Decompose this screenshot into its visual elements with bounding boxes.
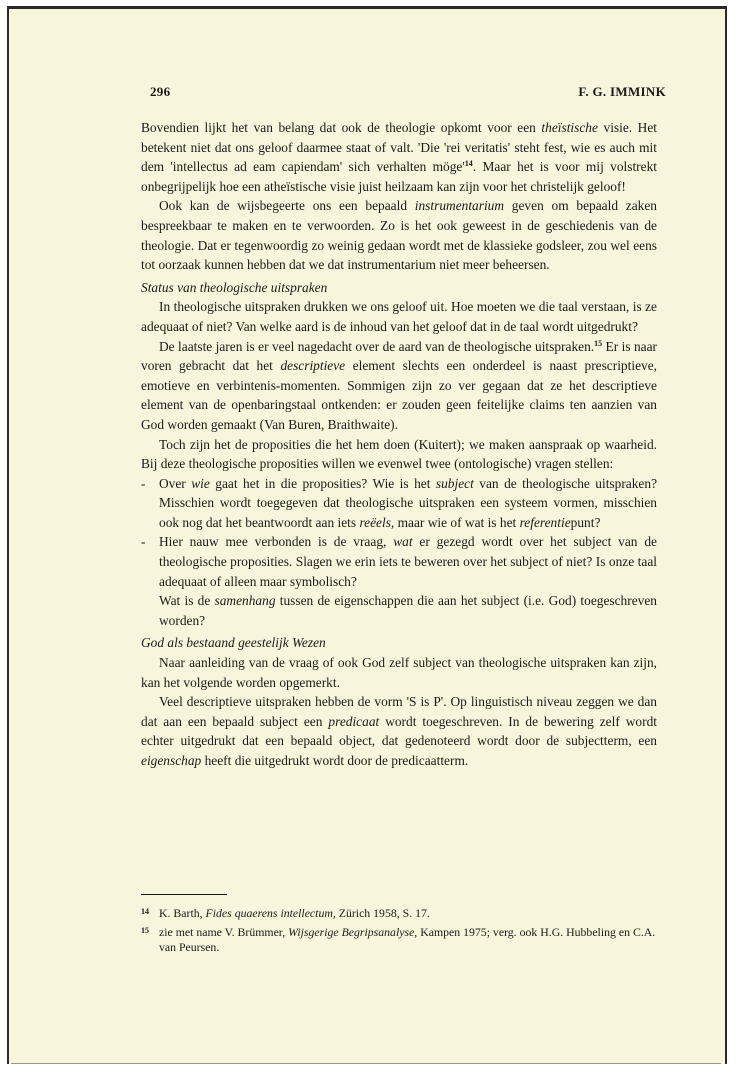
section-heading-god: God als bestaand geestelijk Wezen: [141, 635, 326, 651]
footnote-ref-15[interactable]: 15: [594, 338, 603, 348]
footnote-divider: [141, 894, 227, 895]
list-item-wat: - Hier nauw mee verbonden is de vraag, wat er gezegd wordt over het subject van de theologische proposities. Slagen we erin iets te beweren over het subject of niet? Is onze taal adequaat of alleen maar symbolisch?: [141, 534, 657, 589]
paragraph-2: Ook kan de wijsbegeerte ons een bepaald instrumentarium geven om bepaald zaken bespreekbaar te maken en te verwoorden. Zo is het ook geweest in de geschiedenis van de theologie. Dat er tegenwoordig zo weinig gedaan wordt met de klassieke godsleer, zou wel eens tot oorzaak kunnen hebben dat we dat instrumentarium niet meer beheersen.: [141, 198, 657, 273]
list-item-wat-continued: Wat is de samenhang tussen de eigenschappen die aan het subject (i.e. God) toegeschreven worden?: [159, 593, 657, 628]
footnote-number: 14: [141, 907, 149, 916]
footnote-ref-14[interactable]: 14: [464, 159, 473, 169]
list-item-wie: - Over wie gaat het in die proposities? Wie is het subject van de theologische uitspraken? Misschien wordt toegegeven dat theologische uitspraken een systeem vormen, misschien ook nog dat het beantwoordt aan iets reëels, maar wie of wat is het referentiepunt?: [141, 475, 658, 530]
main-text: [141, 118, 657, 771]
footnote-14: 14 K. Barth, Fides quaerens intellectum, Zürich 1958, S. 17.: [141, 906, 430, 920]
paragraph-5: Toch zijn het de proposities die het hem doen (Kuitert); we maken aanspraak op waarheid. Bij deze theologische proposities willen we evenwel twee (ontologische) vragen stellen:: [141, 436, 657, 472]
paragraph-1: Bovendien lijkt het van belang dat ook de theologie opkomt voor een theïstische visie. Het betekent niet dat ons geloof daarmee staat of valt. 'Die 'rei veritatis' steht fest, wie es auch mit dem 'intellectus ad eam capiendam' sich verhalten $möge'^{14}$. Maar het is voor mij volstrekt onbegrijpelijk hoe een atheïstische visie juist heilzaam kan zijn voor het christelijk geloof!: [141, 120, 658, 194]
paragraph-3: In theologische uitspraken drukken we ons geloof uit. Hoe moeten we die taal verstaan, is ze adequaat of niet? Van welke aard is de inhoud van het geloof dat in de taal wordt uitgedrukt?: [141, 299, 657, 334]
footnote-number: 15: [141, 925, 149, 935]
footnotes: [141, 906, 657, 959]
bottom-border: [11, 1063, 721, 1064]
footnote-15: 15 zie met name V. Brümmer, Wijsgerige Begripsanalyse, Kampen 1975; verg. ook H.G. Hubbeling en C.A. van Peursen.: [141, 924, 656, 954]
section-heading-status: Status van theologische uitspraken: [141, 279, 328, 295]
top-border: [9, 6, 725, 9]
paragraph-4: De laatste jaren is er veel nagedacht over de aard van de theologische uitspraken.$^{15}$ Er is naar voren gebracht dat het descriptieve element slechts een onderdeel is naast prescriptieve, emotieve en verbintenis-momenten. Sommigen zijn zo ver gegaan dat ze het descriptieve element van de openbaringstaal ontkenden: er zouden geen feitelijke claims ten aanzien van God worden gemaakt (Van Buren, Braithwaite).: [141, 338, 657, 432]
list-dash: -: [141, 475, 146, 491]
page-number: 296: [150, 84, 171, 99]
list-dash: -: [141, 534, 146, 550]
paragraph-7: Veel descriptieve uitspraken hebben de vorm 'S is P'. Op linguistisch niveau zeggen we dan dat aan een bepaald subject een predicaat wordt toegeschreven. In de bewering zelf wordt echter uitgedrukt dat een bepaald object, dat gedenoteerd wordt door de subjectterm, een eigenschap heeft die uitgedrukt wordt door de predicaatterm.: [141, 694, 658, 768]
running-head-author: F. G. IMMINK: [578, 84, 666, 99]
paragraph-6: Naar aanleiding van de vraag of ook God zelf subject van theologische uitspraken kan zijn, kan het volgende worden opgemerkt.: [141, 655, 657, 690]
